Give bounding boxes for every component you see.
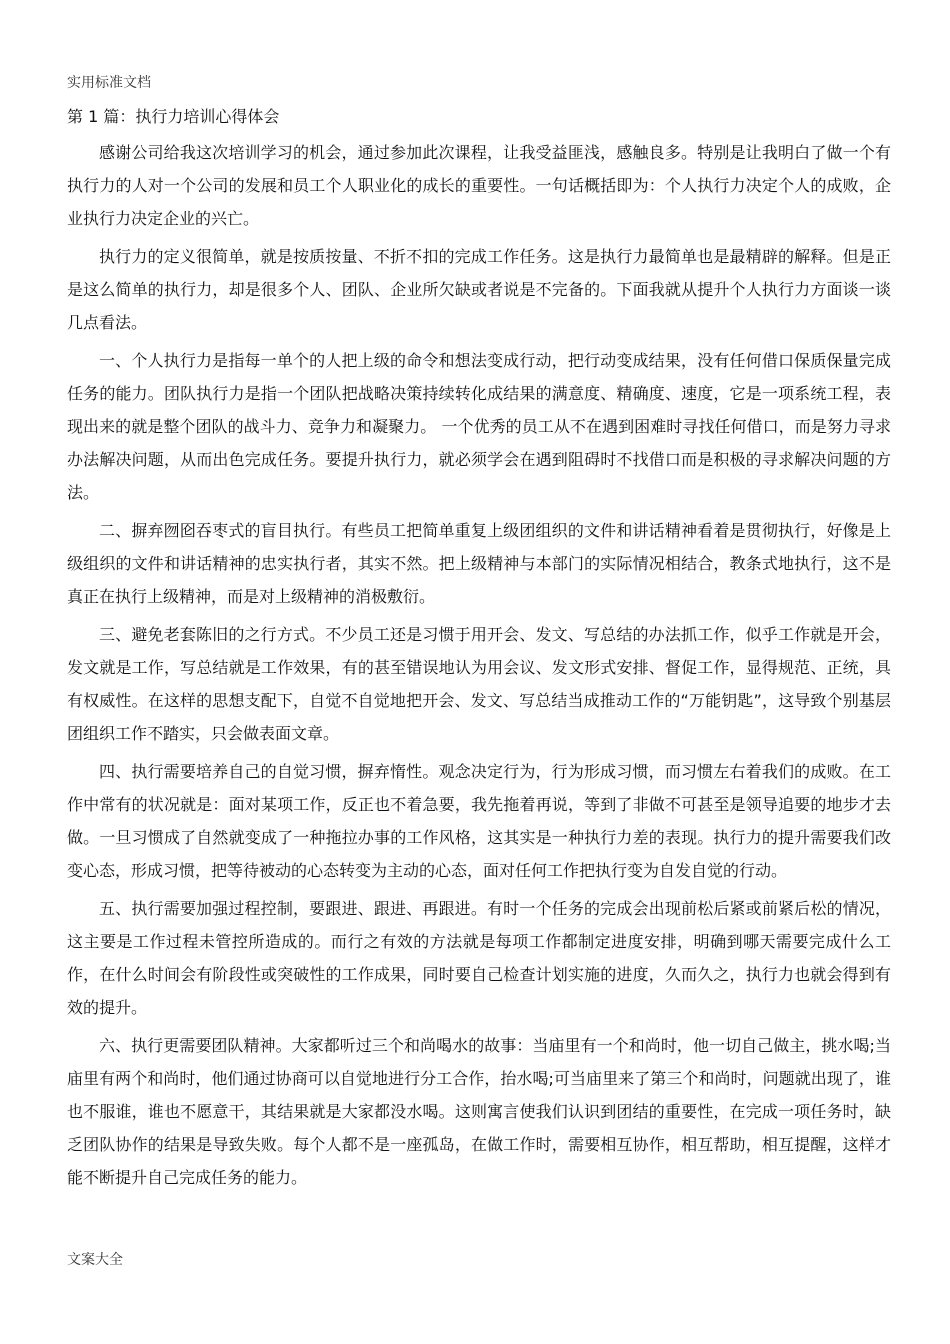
paragraph-definition: 执行力的定义很简单，就是按质按量、不折不扣的完成工作任务。这是执行力最简单也是最精辟的解释。但是正是这么简单的执行力，却是很多个人、团队、企业所欠缺或者说是不完备的。下面我就从提升个人执行力方面谈一谈几点看法。 (67, 247, 891, 332)
paragraph-point-6: 六、执行更需要团队精神。大家都听过三个和尚喝水的故事：当庙里有一个和尚时，他一切自己做主，挑水喝;当庙里有两个和尚时，他们通过协商可以自觉地进行分工合作，抬水喝;可当庙里来了第三个和尚时，问题就出现了，谁也不服谁，谁也不愿意干，其结果就是大家都没水喝。这则寓言使我们认识到团结的重要性，在完成一项任务时，缺乏团队协作的结果是导致失败。每个人都不是一座孤岛，在做工作时，需要相互协作，相互帮助，相互提醒，这样才能不断提升自己完成任务的能力。 (67, 1036, 891, 1187)
page-header: 实用标准文档 (67, 75, 151, 91)
page-footer: 文案大全 (67, 1252, 123, 1268)
paragraph-point-5: 五、执行需要加强过程控制，要跟进、跟进、再跟进。有时一个任务的完成会出现前松后紧或前紧后松的情况，这主要是工作过程未管控所造成的。而行之有效的方法就是每项工作都制定进度安排，明确到哪天需要完成什么工作，在什么时间会有阶段性或突破性的工作成果，同时要自己检查计划实施的进度，久而久之，执行力也就会得到有效的提升。 (67, 899, 891, 1017)
paragraph-point-4: 四、执行需要培养自己的自觉习惯，摒弃惰性。观念决定行为，行为形成习惯，而习惯左右着我们的成败。在工作中常有的状况就是：面对某项工作，反正也不着急要，我先拖着再说，等到了非做不可甚至是领导追要的地步才去做。一旦习惯成了自然就变成了一种拖拉办事的工作风格，这其实是一种执行力差的表现。执行力的提升需要我们改变心态，形成习惯，把等待被动的心态转变为主动的心态，面对任何工作把执行变为自发自觉的行动。 (67, 762, 891, 880)
paragraph-point-1: 一、个人执行力是指每一单个的人把上级的命令和想法变成行动，把行动变成结果，没有任何借口保质保量完成任务的能力。团队执行力是指一个团队把战略决策持续转化成结果的满意度、精确度、速度，它是一项系统工程，表现出来的就是整个团队的战斗力、竞争力和凝聚力。 一个优秀的员工从不在遇到困难时寻找任何借口，而是努力寻求办法解决问题，从而出色完成任务。要提升执行力，就必须学会在遇到阻碍时不找借口而是积极的寻求解决问题的方法。 (67, 351, 891, 502)
paragraph-point-2: 二、摒弃囫囵吞枣式的盲目执行。有些员工把简单重复上级团组织的文件和讲话精神看着是贯彻执行，好像是上级组织的文件和讲话精神的忠实执行者，其实不然。把上级精神与本部门的实际情况相结合，教条式地执行，这不是真正在执行上级精神，而是对上级精神的消极敷衍。 (67, 521, 891, 606)
paragraph-intro: 感谢公司给我这次培训学习的机会，通过参加此次课程，让我受益匪浅，感触良多。特别是让我明白了做一个有执行力的人对一个公司的发展和员工个人职业化的成长的重要性。一句话概括即为：个人执行力决定个人的成败，企业执行力决定企业的兴亡。 (67, 143, 891, 228)
paragraph-point-3: 三、避免老套陈旧的之行方式。不少员工还是习惯于用开会、发文、写总结的办法抓工作，似乎工作就是开会，发文就是工作，写总结就是工作效果，有的甚至错误地认为用会议、发文形式安排、督促工作，显得规范、正统，具有权威性。在这样的思想支配下，自觉不自觉地把开会、发文、写总结当成推动工作的“万能钥匙”，这导致个别基层团组织工作不踏实，只会做表面文章。 (67, 625, 891, 743)
document-body (67, 136, 891, 1199)
document-title: 第 1 篇：执行力培训心得体会 (67, 107, 280, 126)
